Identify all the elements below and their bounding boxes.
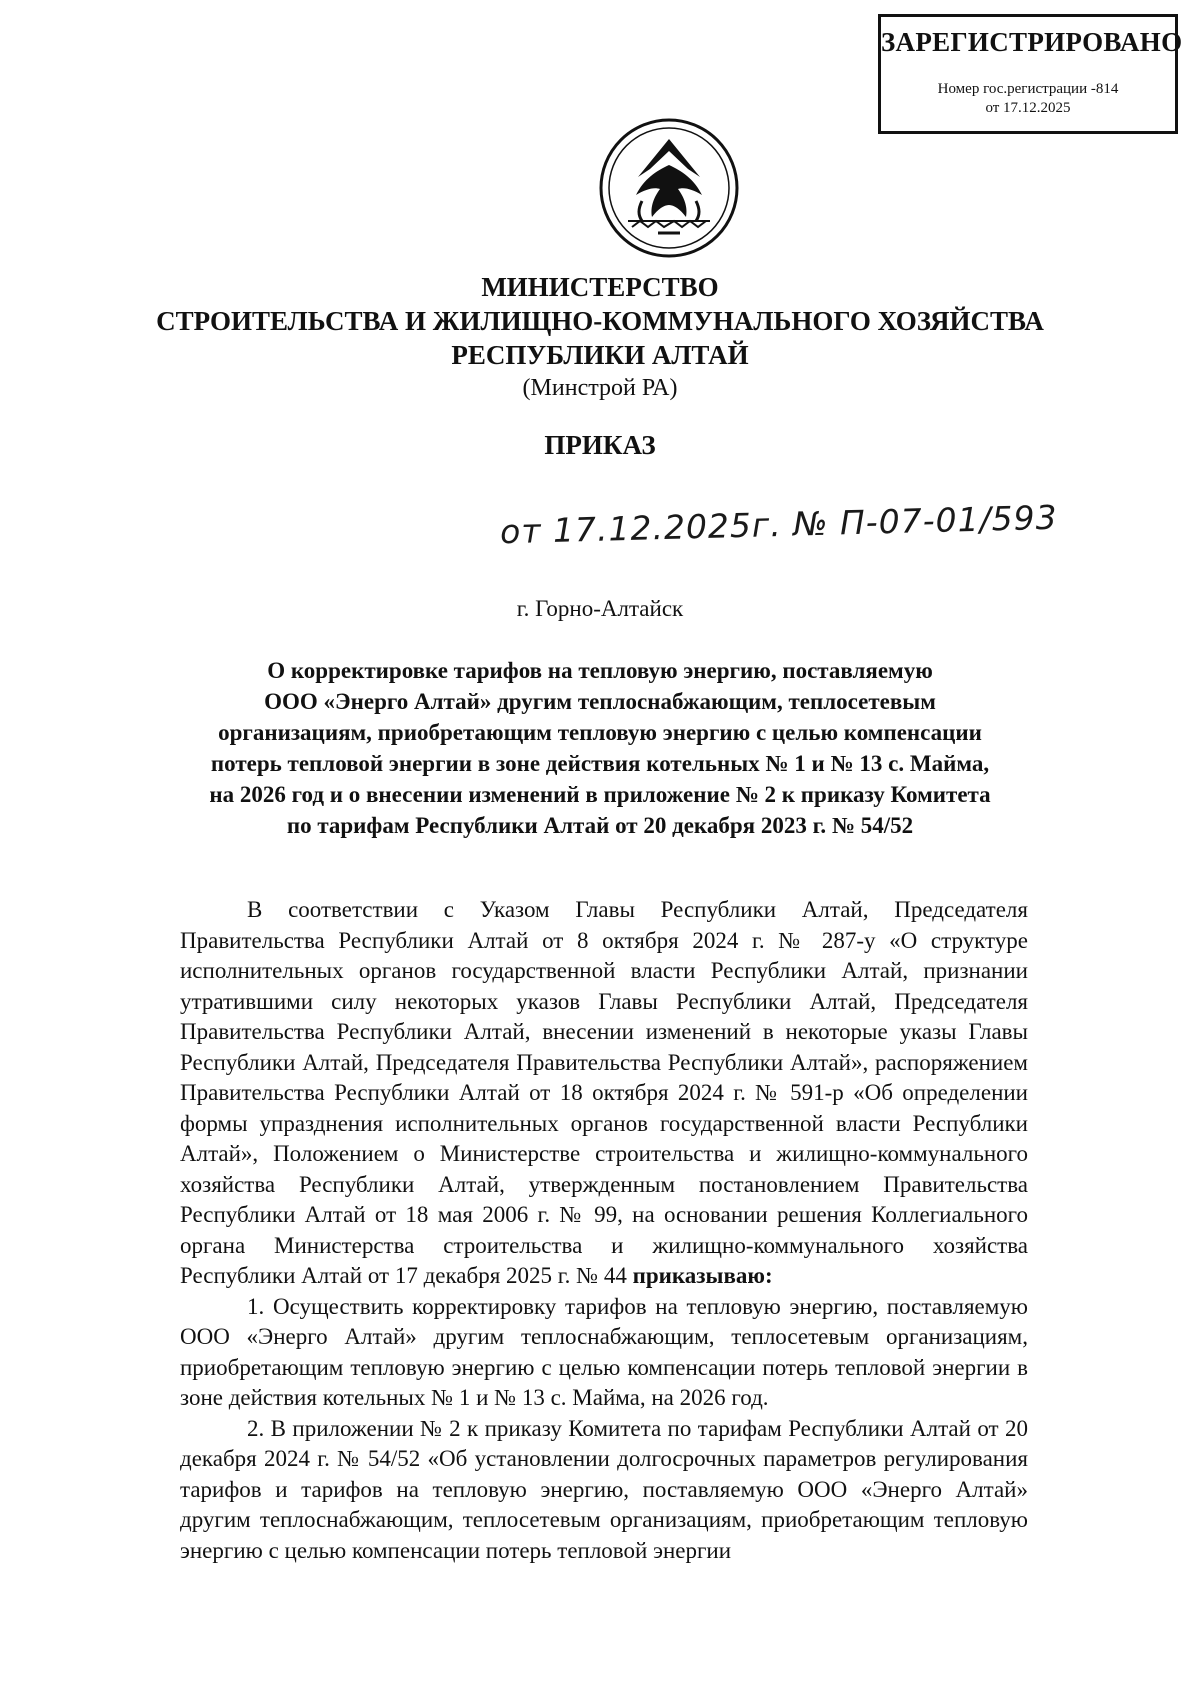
command-word: приказываю: <box>632 1263 773 1288</box>
subject-line: по тарифам Республики Алтай от 20 декабря 2023 г. № 54/52 <box>286 813 914 838</box>
coat-of-arms-icon <box>598 117 740 259</box>
subject-line: потерь тепловой энергии в зоне действия котельных № 1 и № 13 с. Майма, <box>210 751 990 776</box>
city-line: г. Горно-Алтайск <box>516 596 684 621</box>
ministry-name-line2: СТРОИТЕЛЬСТВА И ЖИЛИЩНО-КОММУНАЛЬНОГО ХОЗЯЙСТВА <box>156 306 1044 336</box>
subject-line: на 2026 год и о внесении изменений в приложение № 2 к приказу Комитета <box>209 782 991 807</box>
order-subject <box>180 655 1020 841</box>
subject-line: ООО «Энерго Алтай» другим теплоснабжающим, теплосетевым <box>264 689 936 714</box>
subject-line: организациям, приобретающим тепловую энергию с целью компенсации <box>218 720 982 745</box>
handwritten-order-number: от 17.12.2025г. № П-07-01/593 <box>499 497 1059 552</box>
preamble-paragraph <box>180 895 1028 1292</box>
item-1-paragraph: 1. Осуществить корректировку тарифов на тепловую энергию, поставляемую ООО «Энерго Алтай» другим теплоснабжающим, теплосетевым организациям, приобретающим тепловую энергию с целью компенсации потерь тепловой энергии в зоне действия котельных № 1 и № 13 с. Майма, на 2026 год. <box>180 1293 1028 1410</box>
ministry-name-line1: МИНИСТЕРСТВО <box>481 272 719 302</box>
registration-stamp <box>878 14 1183 134</box>
preamble-text: В соответствии с Указом Главы Республики Алтай, Председателя Правительства Республики Алтай от 8 октября 2024 г. № 287-у «О структуре исполнительных органов государственной власти Республики Алтай, признании утратившими силу некоторых указов Главы Республики Алтай, Председателя Правительства Республики Алтай, внесении изменений в некоторые указы Главы Республики Алтай, Председателя Правительства Республики Алтай», распоряжением Правительства Республики Алтай от 18 октября 2024 г. № 591-р «Об определении формы упразднения исполнительных органов государственной власти Республики Алтай», Положением о Министерстве строительства и жилищно-коммунального хозяйства Республики Алтай, утвержденным постановлением Правительства Республики Алтай от 18 мая 2006 г. № 99, на основании решения Коллегиального органа Министерства строительства и жилищно-коммунального хозяйства Республики Алтай от 17 декабря 2025 г. № 44 <box>180 897 1028 1288</box>
stamp-reg-date: от 17.12.2025 <box>985 100 1071 116</box>
ministry-abbreviation: (Минстрой РА) <box>522 375 678 401</box>
order-body <box>180 895 1028 1566</box>
stamp-reg-number: Номер гос.регистрации -814 <box>937 81 1119 97</box>
stamp-title: ЗАРЕГИСТРИРОВАНО <box>881 27 1183 57</box>
subject-line: О корректировке тарифов на тепловую энергию, поставляемую <box>267 658 933 683</box>
ministry-name-line3: РЕСПУБЛИКИ АЛТАЙ <box>451 340 749 370</box>
document-header <box>100 270 1100 461</box>
order-title: ПРИКАЗ <box>544 430 656 460</box>
item-2-paragraph: 2. В приложении № 2 к приказу Комитета по тарифам Республики Алтай от 20 декабря 2024 г. № 54/52 «Об установлении долгосрочных параметров регулирования тарифов и тарифов на тепловую энергию, поставляемую ООО «Энерго Алтай» другим теплоснабжающим, теплосетевым организациям, приобретающим тепловую энергию с целью компенсации потерь тепловой энергии <box>180 1415 1028 1563</box>
